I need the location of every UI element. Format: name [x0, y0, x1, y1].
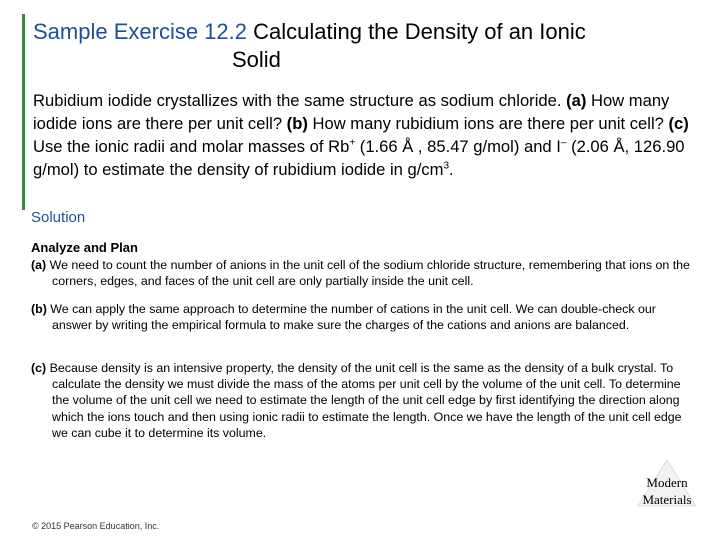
- problem-label-c: (c): [668, 114, 689, 133]
- solution-heading: Solution: [31, 209, 86, 226]
- problem-intro: Rubidium iodide crystallizes with the same structure as sodium chloride.: [33, 91, 567, 110]
- plan-text-b: We can apply the same approach to determine the number of cations in the unit cell. We can double-check our answer by writing the empirical formula to make sure the charges of the cations and anions are balanced.: [46, 302, 656, 333]
- problem-text-c-4: .: [449, 160, 454, 179]
- accent-bar: [22, 14, 25, 210]
- plan-item-a: [31, 257, 691, 289]
- plan-item-b: [31, 301, 691, 333]
- plan-label-c: (c): [31, 361, 47, 375]
- chapter-label-line-2: Materials: [642, 492, 692, 507]
- title-rest: Calculating the Density of an Ionic: [247, 19, 586, 44]
- cm-exponent: 3: [443, 160, 449, 172]
- plan-item-c: [31, 360, 691, 441]
- problem-text-c-2: (1.66 Å , 85.47 g/mol) and I: [355, 137, 561, 156]
- chapter-label-line-1: Modern: [646, 475, 688, 490]
- title-line-2: Solid: [232, 47, 281, 72]
- analyze-plan-heading: Analyze and Plan: [31, 240, 138, 255]
- slide-title: [33, 18, 693, 74]
- chapter-label: [636, 474, 698, 508]
- problem-statement: [33, 89, 693, 181]
- title-prefix: Sample Exercise 12.2: [33, 19, 247, 44]
- problem-text-c-3: (2.06 Å, 126.90 g/mol) to estimate the density of rubidium iodide in g/cm: [33, 137, 685, 179]
- problem-text-b: How many rubidium ions are there per unit cell?: [307, 114, 669, 133]
- plan-label-b: (b): [31, 302, 47, 316]
- problem-text-a: How many iodide ions are there per unit cell?: [33, 91, 670, 133]
- problem-label-a: (a): [566, 91, 587, 110]
- iodide-charge: –: [560, 137, 567, 149]
- title-line-1: [33, 18, 693, 46]
- copyright-notice: © 2015 Pearson Education, Inc.: [32, 521, 160, 531]
- plan-text-a: We need to count the number of anions in the unit cell of the sodium chloride structure, remembering that ions on the corners, edges, and faces of the unit cell are only partially inside the unit cell.: [46, 258, 690, 289]
- problem-text-c-1: Use the ionic radii and molar masses of Rb: [33, 137, 350, 156]
- rb-charge: +: [349, 137, 356, 149]
- plan-label-a: (a): [31, 258, 47, 272]
- problem-label-b: (b): [286, 114, 308, 133]
- plan-text-c: Because density is an intensive property, the density of the unit cell is the same as the density of a bulk crystal. To calculate the density we must divide the mass of the atoms per unit cell by the volume of the unit cell. To determine the volume of the unit cell we need to estimate the length of the unit cell edge by first identifying the direction along which the ions touch and then using ionic radii to estimate the length. Once we have the length of the unit cell edge we can cube it to determine its volume.: [46, 361, 682, 440]
